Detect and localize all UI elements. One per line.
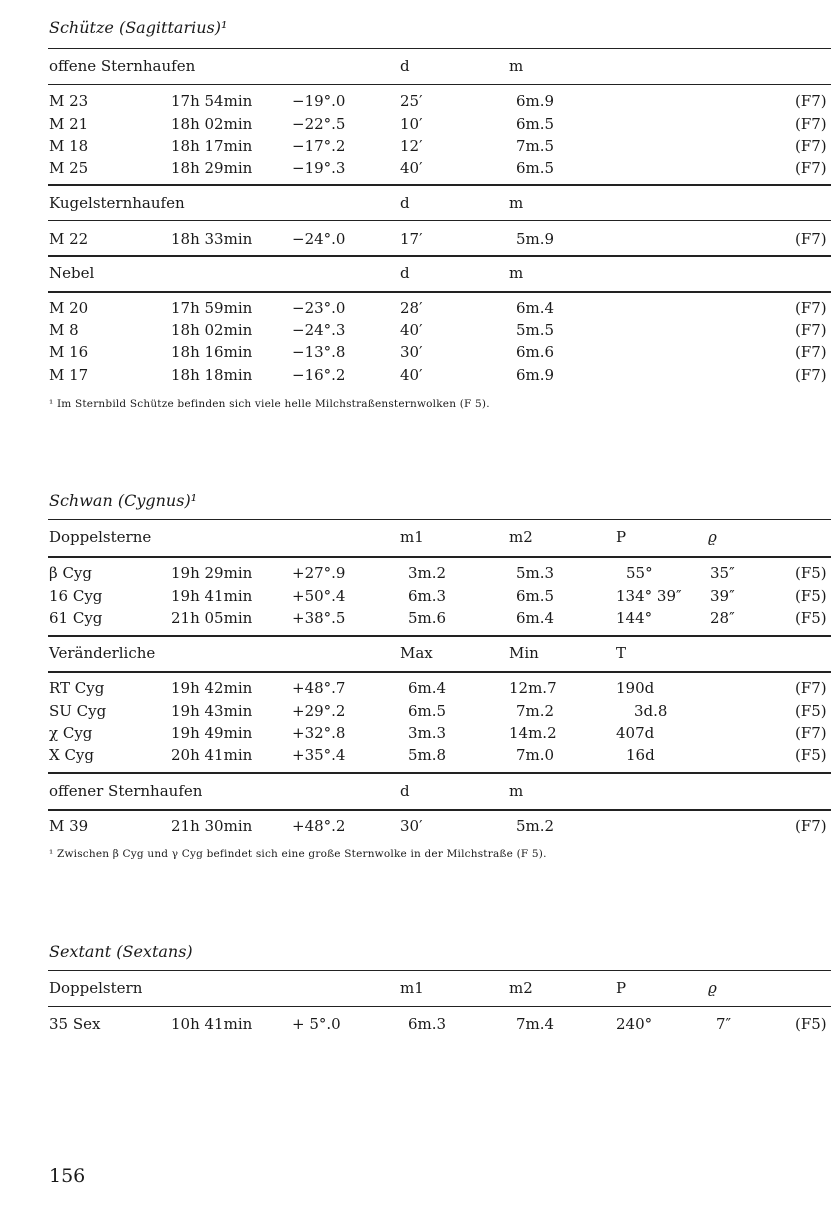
table-row <box>0 115 839 135</box>
table-row <box>0 724 839 744</box>
cell: (F5) <box>795 1015 827 1033</box>
cell: (F7) <box>795 817 827 835</box>
rule <box>48 772 831 774</box>
cell: 61 Cyg <box>49 609 103 627</box>
cell: 18h 02min <box>171 115 253 133</box>
table-row <box>0 321 839 341</box>
table-row <box>0 92 839 112</box>
table-row <box>0 299 839 319</box>
table-row <box>0 679 839 699</box>
header-col: m <box>509 57 524 75</box>
cell: χ Cyg <box>49 724 93 742</box>
cell: SU Cyg <box>49 702 107 720</box>
header-label: offene Sternhaufen <box>49 57 196 75</box>
header-label: Doppelstern <box>49 979 143 997</box>
cell: (F7) <box>795 366 827 384</box>
cell: RT Cyg <box>49 679 105 697</box>
table-header <box>0 264 839 284</box>
header-col: ϱ <box>708 979 717 997</box>
header-col: T <box>616 644 627 662</box>
cell: +48°.2 <box>292 817 346 835</box>
cell: β Cyg <box>49 564 92 582</box>
cell: 39″ <box>710 587 735 605</box>
cell: 30′ <box>400 343 423 361</box>
cell: 14m.2 <box>509 724 557 742</box>
cell: 6m.5 <box>516 587 555 605</box>
header-col: d <box>400 194 410 212</box>
cell: 5m.6 <box>408 609 447 627</box>
header-label: Nebel <box>49 264 95 282</box>
rule <box>48 291 831 293</box>
cell: +32°.8 <box>292 724 346 742</box>
cell: 7m.5 <box>516 137 555 155</box>
cell: 5m.5 <box>516 321 555 339</box>
header-col: m <box>509 194 524 212</box>
cell: 6m.3 <box>408 1015 447 1033</box>
table-row <box>0 366 839 386</box>
cell: 5m.2 <box>516 817 555 835</box>
rule <box>48 970 831 971</box>
cell: 35 Sex <box>49 1015 101 1033</box>
rule <box>48 184 831 186</box>
cell: 10h 41min <box>171 1015 253 1033</box>
table-row <box>0 343 839 363</box>
cell: M 25 <box>49 159 89 177</box>
table-header <box>0 57 839 77</box>
cell: +38°.5 <box>292 609 346 627</box>
header-label: Kugelsternhaufen <box>49 194 185 212</box>
cell: 18h 18min <box>171 366 253 384</box>
cell: 35″ <box>710 564 735 582</box>
header-col: m2 <box>509 979 533 997</box>
cell: 6m.9 <box>516 366 555 384</box>
cell: 25′ <box>400 92 423 110</box>
rule <box>48 809 831 811</box>
cell: 5m.3 <box>516 564 555 582</box>
cell: M 16 <box>49 343 89 361</box>
cell: −24°.3 <box>292 321 346 339</box>
cell: 19h 41min <box>171 587 253 605</box>
cell: 18h 29min <box>171 159 253 177</box>
cell: (F7) <box>795 299 827 317</box>
table-row <box>0 817 839 837</box>
table-row <box>0 1015 839 1035</box>
footnote: ¹ Zwischen β Cyg und γ Cyg befindet sich eine große Sternwolke in der Milchstraße (F 5). <box>49 848 547 860</box>
table-row <box>0 746 839 766</box>
cell: (F5) <box>795 564 827 582</box>
cell: 18h 02min <box>171 321 253 339</box>
cell: 6m.5 <box>516 159 555 177</box>
header-col: P <box>616 979 627 997</box>
cell: (F7) <box>795 321 827 339</box>
cell: 16d <box>626 746 655 764</box>
cell: 16 Cyg <box>49 587 103 605</box>
cell: 6m.4 <box>516 299 555 317</box>
rule <box>48 556 831 558</box>
page-number: 156 <box>49 1165 86 1187</box>
cell: −24°.0 <box>292 230 346 248</box>
cell: +27°.9 <box>292 564 346 582</box>
cell: M 20 <box>49 299 89 317</box>
table-row <box>0 159 839 179</box>
cell: 17h 59min <box>171 299 253 317</box>
cell: 3m.2 <box>408 564 447 582</box>
table-row <box>0 230 839 250</box>
cell: (F7) <box>795 92 827 110</box>
header-col: d <box>400 782 410 800</box>
section-title-cygnus: Schwan (Cygnus)¹ <box>49 491 198 510</box>
rule <box>48 255 831 257</box>
header-col: d <box>400 57 410 75</box>
header-col: m1 <box>400 528 424 546</box>
cell: −13°.8 <box>292 343 346 361</box>
cell: (F7) <box>795 137 827 155</box>
cell: 18h 16min <box>171 343 253 361</box>
cell: 28′ <box>400 299 423 317</box>
cell: −19°.3 <box>292 159 346 177</box>
rule <box>48 220 831 221</box>
cell: 134° 39″ <box>616 587 682 605</box>
cell: 19h 43min <box>171 702 253 720</box>
cell: 6m.4 <box>516 609 555 627</box>
header-col: d <box>400 264 410 282</box>
header-label: Veränderliche <box>49 644 156 662</box>
header-col: Min <box>509 644 539 662</box>
cell: (F7) <box>795 230 827 248</box>
cell: X Cyg <box>49 746 94 764</box>
table-row <box>0 137 839 157</box>
cell: 7m.4 <box>516 1015 555 1033</box>
cell: M 23 <box>49 92 89 110</box>
table-header <box>0 644 839 664</box>
rule <box>48 1006 831 1007</box>
cell: +48°.7 <box>292 679 346 697</box>
cell: 7m.2 <box>516 702 555 720</box>
cell: 17′ <box>400 230 423 248</box>
cell: 28″ <box>710 609 735 627</box>
header-col: P <box>616 528 627 546</box>
cell: (F7) <box>795 159 827 177</box>
cell: 40′ <box>400 366 423 384</box>
cell: 20h 41min <box>171 746 253 764</box>
cell: 12m.7 <box>509 679 557 697</box>
cell: 18h 33min <box>171 230 253 248</box>
header-col: Max <box>400 644 433 662</box>
cell: M 17 <box>49 366 89 384</box>
cell: 6m.4 <box>408 679 447 697</box>
cell: (F7) <box>795 115 827 133</box>
cell: M 18 <box>49 137 89 155</box>
cell: 40′ <box>400 321 423 339</box>
cell: −22°.5 <box>292 115 346 133</box>
cell: 3d.8 <box>634 702 668 720</box>
cell: 3m.3 <box>408 724 447 742</box>
footnote: ¹ Im Sternbild Schütze befinden sich viele helle Milchstraßensternwolken (F 5). <box>49 398 490 410</box>
header-label: offener Sternhaufen <box>49 782 203 800</box>
header-label: Doppelsterne <box>49 528 152 546</box>
cell: 6m.9 <box>516 92 555 110</box>
cell: +29°.2 <box>292 702 346 720</box>
rule <box>48 635 831 637</box>
cell: −19°.0 <box>292 92 346 110</box>
cell: 21h 30min <box>171 817 253 835</box>
cell: M 22 <box>49 230 89 248</box>
cell: (F7) <box>795 724 827 742</box>
table-row <box>0 702 839 722</box>
cell: −23°.0 <box>292 299 346 317</box>
rule <box>48 519 831 520</box>
rule <box>48 48 831 49</box>
header-col: ϱ <box>708 528 717 546</box>
cell: 10′ <box>400 115 423 133</box>
cell: 17h 54min <box>171 92 253 110</box>
cell: −16°.2 <box>292 366 346 384</box>
table-header <box>0 194 839 214</box>
cell: 18h 17min <box>171 137 253 155</box>
cell: (F5) <box>795 587 827 605</box>
table-row <box>0 609 839 629</box>
cell: 190d <box>616 679 655 697</box>
cell: +50°.4 <box>292 587 346 605</box>
cell: 19h 29min <box>171 564 253 582</box>
cell: M 21 <box>49 115 89 133</box>
cell: M 39 <box>49 817 89 835</box>
cell: 55° <box>626 564 653 582</box>
rule <box>48 671 831 673</box>
cell: 6m.5 <box>516 115 555 133</box>
cell: +35°.4 <box>292 746 346 764</box>
table-row <box>0 564 839 584</box>
table-header <box>0 782 839 802</box>
header-col: m <box>509 264 524 282</box>
cell: 6m.5 <box>408 702 447 720</box>
cell: 30′ <box>400 817 423 835</box>
cell: 6m.3 <box>408 587 447 605</box>
cell: 19h 49min <box>171 724 253 742</box>
cell: 407d <box>616 724 655 742</box>
table-row <box>0 587 839 607</box>
cell: −17°.2 <box>292 137 346 155</box>
cell: 40′ <box>400 159 423 177</box>
rule <box>48 84 831 85</box>
cell: M 8 <box>49 321 79 339</box>
header-col: m2 <box>509 528 533 546</box>
cell: (F5) <box>795 609 827 627</box>
cell: 5m.9 <box>516 230 555 248</box>
cell: (F5) <box>795 702 827 720</box>
cell: 6m.6 <box>516 343 555 361</box>
cell: 19h 42min <box>171 679 253 697</box>
cell: 5m.8 <box>408 746 447 764</box>
cell: (F7) <box>795 343 827 361</box>
cell: + 5°.0 <box>292 1015 341 1033</box>
table-header <box>0 528 839 548</box>
cell: (F7) <box>795 679 827 697</box>
header-col: m1 <box>400 979 424 997</box>
section-title-sextans: Sextant (Sextans) <box>49 942 193 961</box>
cell: (F5) <box>795 746 827 764</box>
section-title-sagittarius: Schütze (Sagittarius)¹ <box>49 18 228 37</box>
cell: 240° <box>616 1015 653 1033</box>
cell: 21h 05min <box>171 609 253 627</box>
cell: 7″ <box>716 1015 732 1033</box>
table-header <box>0 979 839 999</box>
header-col: m <box>509 782 524 800</box>
cell: 7m.0 <box>516 746 555 764</box>
cell: 12′ <box>400 137 423 155</box>
cell: 144° <box>616 609 653 627</box>
